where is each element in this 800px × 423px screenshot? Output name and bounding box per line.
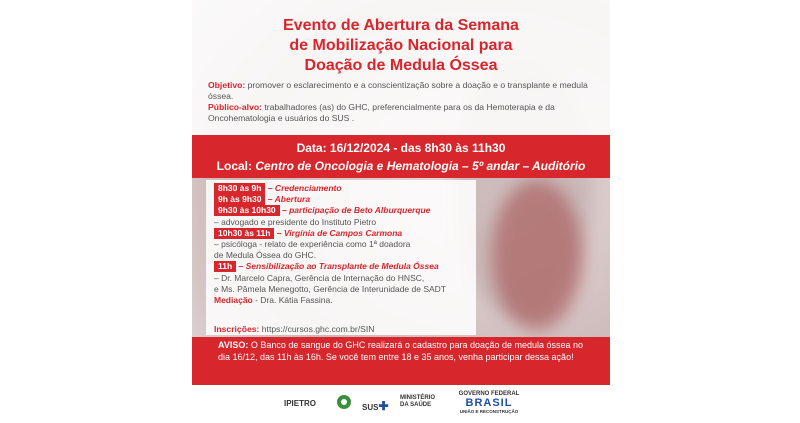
schedule-detail: – psicóloga - relato de experiência como 1ª doadora <box>214 239 411 250</box>
schedule-item <box>214 261 514 272</box>
pietro-logo <box>284 399 316 408</box>
schedule-item <box>214 194 514 205</box>
title-line: de Mobilização Nacional para <box>289 37 513 54</box>
schedule-detail: e Ms. Pâmela Menegotto, Gerência de Interunidade de SADT <box>214 283 446 294</box>
local-label: Local: <box>216 159 252 173</box>
inscricoes-link[interactable]: https://cursos.ghc.com.br/SIN <box>259 324 375 334</box>
logo-strip <box>192 385 610 423</box>
schedule-time: 9h às 9h30 <box>214 194 265 205</box>
title-line: Evento de Abertura da Semana <box>283 17 519 34</box>
schedule-time: 8h30 às 9h <box>214 183 265 194</box>
mediacao-text: - Dra. Kátia Fassina. <box>252 295 333 306</box>
publico-label: Público-alvo: <box>208 102 262 112</box>
ministerio-logo-text: MINISTÉRIO DA SAÚDE <box>400 395 436 408</box>
schedule-item <box>214 183 514 194</box>
sus-logo-text: SUS <box>362 403 379 412</box>
aviso-band <box>192 337 610 385</box>
inscricoes-label: Inscrições: <box>214 324 260 334</box>
local-text: Centro de Oncologia e Hematologia – 5º andar – Auditório <box>255 159 586 173</box>
governo-text: GOVERNO FEDERAL <box>458 391 520 397</box>
event-date: Data: 16/12/2024 - das 8h30 às 11h30 <box>296 141 506 155</box>
title-line: Doação de Medula Óssea <box>304 57 498 74</box>
mediacao-label: Mediação <box>214 295 253 306</box>
schedule-item <box>214 228 514 239</box>
objective-block <box>208 80 596 124</box>
ghc-logo <box>332 393 356 415</box>
ghc-icon <box>332 393 356 413</box>
aviso-text: O Banco de sangue do GHC realizará o cadastro para doação de medula óssea no dia 16/12, das 11h às 16h. Se você tem entre 18 e 35 anos, venha participar dessa ação! <box>218 340 584 362</box>
mediacao <box>214 295 514 306</box>
inscricoes <box>214 324 375 334</box>
schedule-title: – Sensibilização ao Transplante de Medula Óssea <box>236 261 439 272</box>
objetivo-label: Objetivo: <box>208 80 246 90</box>
ministerio-logo <box>400 395 442 409</box>
schedule-time: 11h <box>214 261 236 272</box>
date-band <box>192 135 610 178</box>
schedule-detail: – Dr. Marcelo Capra, Gerência de Internação do HNSC, <box>214 272 425 283</box>
uniao-text: UNIÃO E RECONSTRUÇÃO <box>459 409 519 414</box>
schedule-title: – participação de Beto Alburquerque <box>279 205 431 216</box>
schedule-item <box>214 205 514 216</box>
publico-text: trabalhadores (as) do GHC, preferencialmente para os da Hemoterapia e da Oncohematologia e usuários do SUS . <box>208 102 555 123</box>
pietro-logo-text: IPIETRO <box>284 399 317 408</box>
aviso-label: AVISO: <box>218 340 249 350</box>
schedule-list <box>214 183 514 306</box>
schedule-title: – Virgínia de Campos Carmona <box>274 227 403 238</box>
sus-logo <box>362 399 389 413</box>
event-poster <box>192 0 610 423</box>
schedule-time: 9h30 às 10h30 <box>214 205 280 216</box>
brasil-text: BRASIL <box>465 397 513 409</box>
schedule-title: – Abertura <box>265 194 311 205</box>
plus-icon: ✚ <box>378 399 389 413</box>
objetivo-text: promover o esclarecimento e a conscientização sobre a doação e o transplante e medula óssea. <box>208 80 588 101</box>
schedule-title: – Credenciamento <box>265 183 342 193</box>
governo-federal-logo <box>454 391 524 414</box>
schedule-time: 10h30 às 11h <box>214 228 274 239</box>
event-title <box>192 16 610 76</box>
schedule-detail: – advogado e presidente do Instituto Pietro <box>214 216 377 227</box>
schedule-detail: de Medula Óssea do GHC. <box>214 250 317 261</box>
